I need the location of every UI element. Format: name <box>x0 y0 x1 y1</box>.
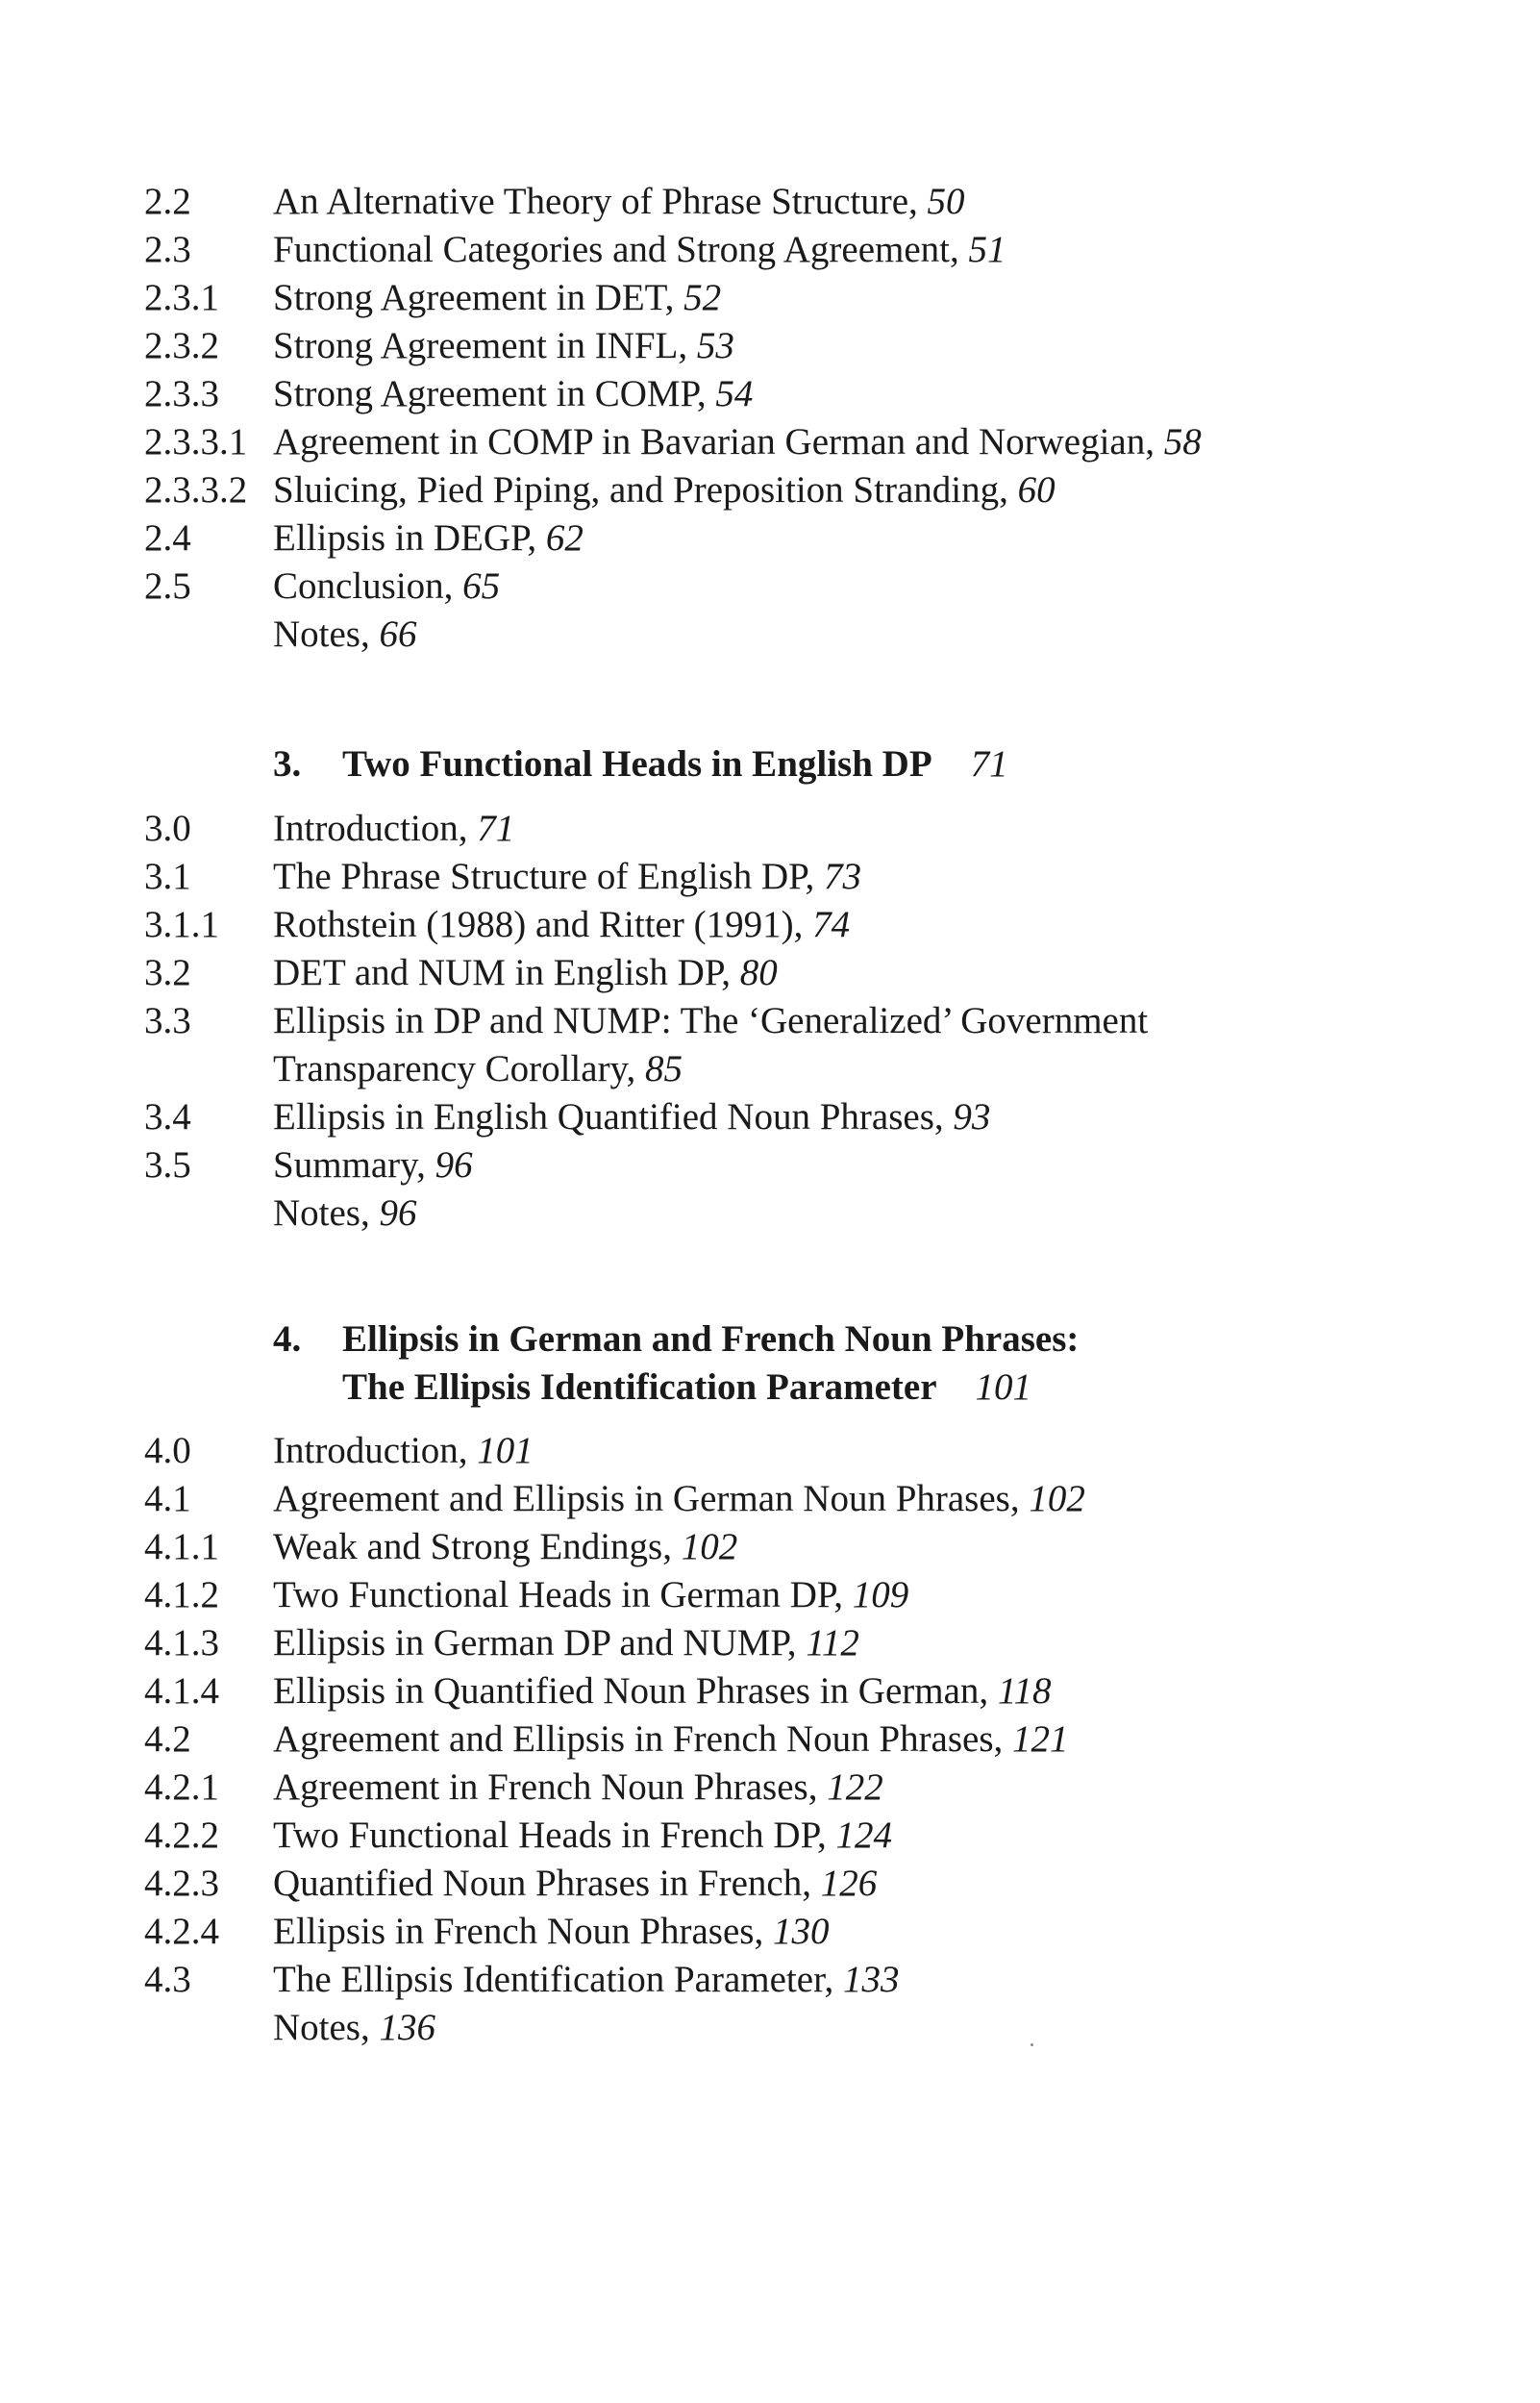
entry-number: 3.3 <box>144 1000 191 1041</box>
entry-title: Agreement in COMP in Bavarian German and Norwegian, 58 <box>273 421 1202 463</box>
entry-title: Weak and Strong Endings, 102 <box>273 1526 738 1567</box>
entry-number: 2.3 <box>144 229 191 270</box>
entry-title: Ellipsis in DP and NUMP: The ‘Generalized’ Government <box>273 1000 1149 1041</box>
entry-title: Ellipsis in German DP and NUMP, 112 <box>273 1622 859 1664</box>
chapter-title-line1: Ellipsis in German and French Noun Phrases: <box>342 1318 1080 1360</box>
entry-number: 3.0 <box>144 808 191 849</box>
chapter-page: 71 <box>970 743 1008 785</box>
entry-page: 73 <box>824 856 862 897</box>
entry-title: Ellipsis in Quantified Noun Phrases in German, 118 <box>273 1670 1052 1712</box>
entry-number: 2.3.2 <box>144 325 219 366</box>
entry-number: 4.2 <box>144 1718 191 1760</box>
entry-number: 4.1.3 <box>144 1622 219 1664</box>
entry-title: Conclusion, 65 <box>273 565 501 607</box>
chapter-page: 101 <box>975 1366 1032 1408</box>
entry-page: 122 <box>827 1766 883 1808</box>
entry-page: 50 <box>927 181 965 222</box>
entry-number: 4.2.2 <box>144 1815 219 1856</box>
entry-title: Functional Categories and Strong Agreement, 51 <box>273 229 1006 270</box>
entry-title: Sluicing, Pied Piping, and Preposition Stranding, 60 <box>273 469 1056 511</box>
entry-page: 58 <box>1163 421 1202 463</box>
entry-title: Quantified Noun Phrases in French, 126 <box>273 1863 878 1904</box>
entry-page: 102 <box>681 1526 738 1567</box>
entry-title: Strong Agreement in COMP, 54 <box>273 373 754 414</box>
entry-page: 53 <box>696 325 734 366</box>
entry-page: 51 <box>968 229 1006 270</box>
entry-number: 4.1.2 <box>144 1574 219 1615</box>
entry-title: Notes, 66 <box>273 613 417 655</box>
entry-page: 96 <box>379 1192 417 1234</box>
entry-page: 101 <box>477 1430 534 1471</box>
entry-number: 4.1 <box>144 1478 191 1519</box>
entry-page: 133 <box>843 1959 900 2000</box>
entry-number: 2.4 <box>144 517 191 559</box>
entry-number: 4.3 <box>144 1959 191 2000</box>
entry-page: 60 <box>1017 469 1056 511</box>
entry-number: 4.1.1 <box>144 1526 219 1567</box>
entry-title: Ellipsis in English Quantified Noun Phrases, 93 <box>273 1096 991 1138</box>
entry-title: Ellipsis in French Noun Phrases, 130 <box>273 1911 830 1952</box>
entry-page: 66 <box>379 613 417 655</box>
entry-number: 2.3.3.2 <box>144 469 248 511</box>
chapter-number: 4. <box>273 1318 302 1360</box>
entry-title: DET and NUM in English DP, 80 <box>273 952 778 993</box>
entry-number: 4.2.3 <box>144 1863 219 1904</box>
entry-title: Two Functional Heads in French DP, 124 <box>273 1815 892 1856</box>
chapter-title: Two Functional Heads in English DP <box>342 743 932 785</box>
entry-title: Strong Agreement in INFL, 53 <box>273 325 734 366</box>
entry-title: Introduction, 71 <box>273 808 515 849</box>
entry-page: 74 <box>812 904 851 945</box>
entry-page: 80 <box>739 952 778 993</box>
entry-title: Two Functional Heads in German DP, 109 <box>273 1574 909 1615</box>
entry-page: 124 <box>835 1815 892 1856</box>
chapter-heading-3 <box>273 740 1008 788</box>
entry-number: 4.0 <box>144 1430 191 1471</box>
entry-title: Introduction, 101 <box>273 1430 534 1471</box>
entry-number: 3.1.1 <box>144 904 219 945</box>
entry-number: 2.2 <box>144 181 191 222</box>
entry-page: 54 <box>715 373 754 414</box>
entry-title: Transparency Corollary, 85 <box>273 1048 683 1089</box>
entry-title: Strong Agreement in DET, 52 <box>273 277 722 318</box>
entry-number: 4.2.1 <box>144 1766 219 1808</box>
entry-page: 109 <box>852 1574 909 1615</box>
entry-page: 102 <box>1029 1478 1085 1519</box>
entry-number: 2.3.3.1 <box>144 421 248 463</box>
entry-number: 3.5 <box>144 1144 191 1186</box>
entry-title: Agreement and Ellipsis in French Noun Phrases, 121 <box>273 1718 1069 1760</box>
entry-number: 2.5 <box>144 565 191 607</box>
entry-title: An Alternative Theory of Phrase Structure, 50 <box>273 181 965 222</box>
entry-number: 4.2.4 <box>144 1911 219 1952</box>
chapter-number: 3. <box>273 743 302 785</box>
entry-page: 93 <box>953 1096 991 1138</box>
scan-speck <box>1031 2043 1033 2046</box>
entry-page: 130 <box>772 1911 830 1952</box>
entry-page: 85 <box>645 1048 683 1089</box>
entry-title: Agreement and Ellipsis in German Noun Phrases, 102 <box>273 1478 1085 1519</box>
chapter-heading-4-continuation <box>342 1364 1031 1412</box>
entry-number: 3.1 <box>144 856 191 897</box>
entry-page: 112 <box>806 1622 859 1664</box>
entry-page: 71 <box>477 808 515 849</box>
entry-page: 126 <box>820 1863 878 1904</box>
entry-page: 62 <box>545 517 584 559</box>
entry-title: Notes, 96 <box>273 1192 417 1234</box>
entry-page: 118 <box>997 1670 1052 1712</box>
entry-title: Rothstein (1988) and Ritter (1991), 74 <box>273 904 851 945</box>
entry-title: Agreement in French Noun Phrases, 122 <box>273 1766 883 1808</box>
chapter-heading-4 <box>273 1315 1079 1364</box>
entry-title: The Ellipsis Identification Parameter, 133 <box>273 1959 900 2000</box>
entry-page: 52 <box>683 277 722 318</box>
entry-title: Summary, 96 <box>273 1144 473 1186</box>
entry-number: 3.4 <box>144 1096 191 1138</box>
entry-title: Notes, 136 <box>273 2007 435 2048</box>
entry-page: 96 <box>435 1144 473 1186</box>
entry-title: Ellipsis in DEGP, 62 <box>273 517 584 559</box>
entry-page: 136 <box>379 2007 435 2048</box>
entry-number: 2.3.3 <box>144 373 219 414</box>
chapter-title-line2: The Ellipsis Identification Parameter <box>342 1366 937 1408</box>
entry-page: 121 <box>1012 1718 1069 1760</box>
entry-title: The Phrase Structure of English DP, 73 <box>273 856 862 897</box>
entry-number: 2.3.1 <box>144 277 219 318</box>
entry-number: 3.2 <box>144 952 191 993</box>
entry-number: 4.1.4 <box>144 1670 219 1712</box>
entry-page: 65 <box>462 565 501 607</box>
